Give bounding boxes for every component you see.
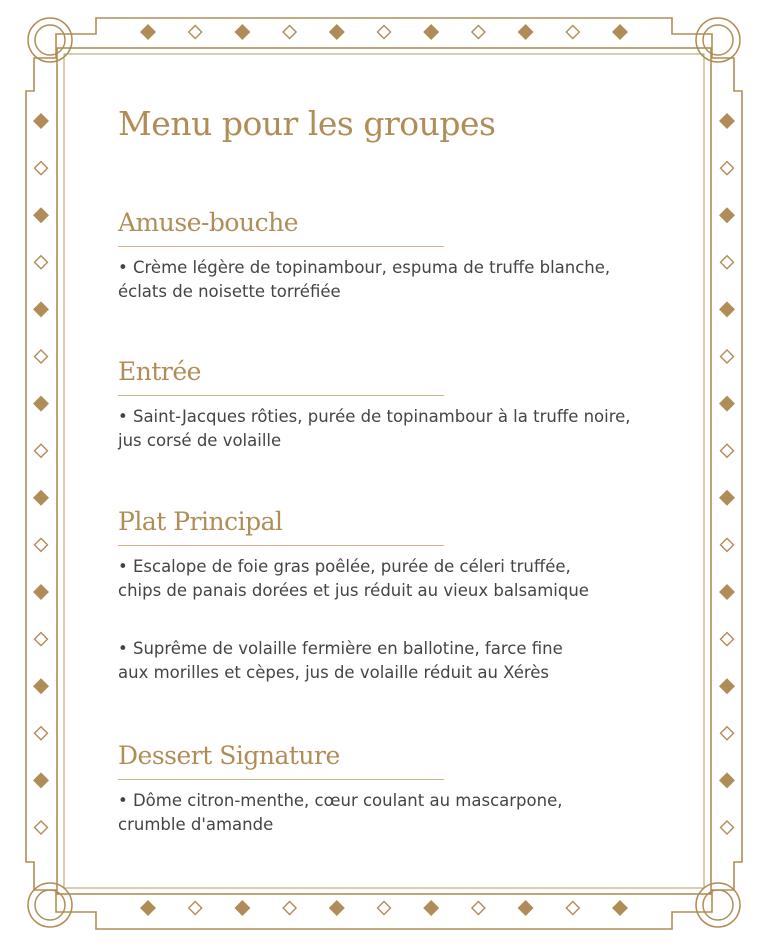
corner-swirl-icon <box>28 18 72 62</box>
diamond-icon <box>720 491 734 505</box>
diamond-icon <box>613 901 627 915</box>
diamond-icon <box>189 902 202 915</box>
diamond-icon <box>283 902 296 915</box>
diamond-icon <box>34 397 48 411</box>
diamond-icon <box>35 162 48 175</box>
diamond-icon <box>720 208 734 222</box>
diamond-icon <box>472 26 485 39</box>
section-heading: Amuse-bouche <box>118 208 298 237</box>
corner-swirl-icon <box>696 883 740 927</box>
diamond-icon <box>721 444 734 457</box>
diamond-icon <box>378 902 391 915</box>
diamond-icon <box>141 25 155 39</box>
section-dessert-signature <box>118 739 698 837</box>
diamond-icon <box>519 901 533 915</box>
menu-item <box>118 789 698 837</box>
menu-item-line: • Crème légère de topinambour, espuma de truffe blanche, <box>118 258 611 277</box>
diamond-icon <box>35 444 48 457</box>
diamond-icon <box>720 302 734 316</box>
diamond-icon <box>34 302 48 316</box>
diamond-icon <box>235 901 249 915</box>
diamond-icon <box>721 821 734 834</box>
diamond-icon <box>566 26 579 39</box>
divider <box>118 395 444 396</box>
diamond-icon <box>613 25 627 39</box>
diamond-icon <box>472 902 485 915</box>
diamond-icon <box>141 901 155 915</box>
menu-item-line: jus corsé de volaille <box>118 431 282 450</box>
diamond-icon <box>34 773 48 787</box>
diamond-icon <box>34 114 48 128</box>
diamond-icon <box>721 162 734 175</box>
menu-item-line: • Suprême de volaille fermière en ballotine, farce fine <box>118 639 563 658</box>
diamond-icon <box>519 25 533 39</box>
diamond-icon <box>721 633 734 646</box>
corner-swirl-icon <box>696 18 740 62</box>
section-plat-principal <box>118 505 698 685</box>
diamond-icon <box>35 727 48 740</box>
menu-item <box>118 405 698 453</box>
menu-item-line: • Saint-Jacques rôties, purée de topinambour à la truffe noire, <box>118 407 631 426</box>
diamond-icon <box>35 538 48 551</box>
menu-item-line: chips de panais dorées et jus réduit au vieux balsamique <box>118 581 589 600</box>
section-amuse-bouche <box>118 206 698 304</box>
diamond-icon <box>34 679 48 693</box>
menu-item-line: aux morilles et cèpes, jus de volaille réduit au Xérès <box>118 663 550 682</box>
diamond-icon <box>720 585 734 599</box>
diamond-icon <box>720 397 734 411</box>
diamond-icon <box>189 26 202 39</box>
diamond-icon <box>35 256 48 269</box>
section-entree <box>118 355 698 453</box>
diamond-icon <box>720 114 734 128</box>
page-title: Menu pour les groupes <box>118 104 496 143</box>
divider <box>118 779 444 780</box>
section-heading: Entrée <box>118 357 201 386</box>
diamond-icon <box>34 491 48 505</box>
menu-item <box>118 256 698 304</box>
diamond-icon <box>35 633 48 646</box>
diamond-icon <box>330 901 344 915</box>
section-heading: Dessert Signature <box>118 741 340 770</box>
diamond-icon <box>35 350 48 363</box>
diamond-icon <box>566 902 579 915</box>
diamond-icon <box>424 25 438 39</box>
divider <box>118 545 444 546</box>
menu-item <box>118 555 698 603</box>
diamond-icon <box>720 773 734 787</box>
divider <box>118 246 444 247</box>
menu-item <box>118 637 698 685</box>
menu-item-line: • Dôme citron-menthe, cœur coulant au mascarpone, <box>118 791 563 810</box>
menu-item-line: éclats de noisette torréfiée <box>118 282 341 301</box>
diamond-icon <box>721 256 734 269</box>
diamond-icon <box>721 538 734 551</box>
diamond-icon <box>378 26 391 39</box>
section-heading: Plat Principal <box>118 507 283 536</box>
diamond-icon <box>34 208 48 222</box>
diamond-icon <box>283 26 296 39</box>
diamond-icon <box>34 585 48 599</box>
diamond-icon <box>721 727 734 740</box>
diamond-icon <box>720 679 734 693</box>
diamond-icon <box>330 25 344 39</box>
menu-item-line: crumble d'amande <box>118 815 274 834</box>
menu-item-line: • Escalope de foie gras poêlée, purée de céleri truffée, <box>118 557 571 576</box>
corner-swirl-icon <box>28 883 72 927</box>
diamond-icon <box>721 350 734 363</box>
diamond-icon <box>424 901 438 915</box>
diamond-icon <box>235 25 249 39</box>
diamond-icon <box>35 821 48 834</box>
